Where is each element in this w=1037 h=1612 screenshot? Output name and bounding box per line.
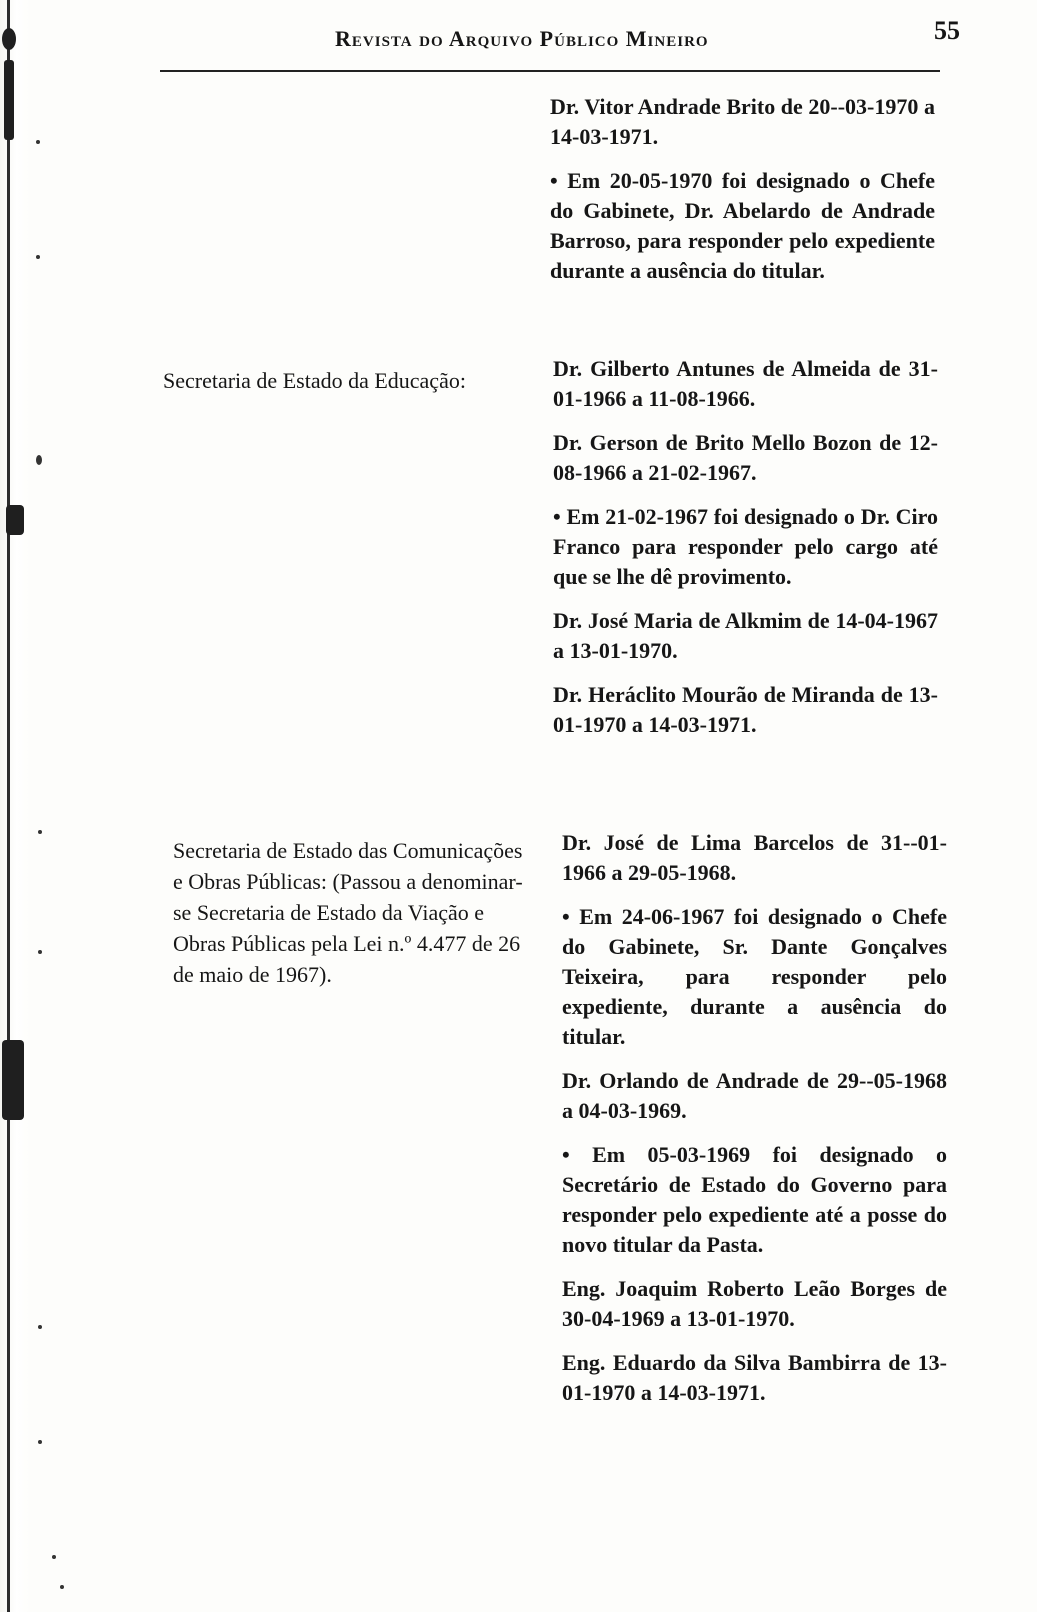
appointment-entry: Dr. Gerson de Brito Mello Bozon de 12-08-1966 a 21-02-1967. [553,430,938,485]
section-2-entries [553,354,938,754]
appointment-entry: Dr. Heráclito Mourão de Miranda de 13-01-1970 a 14-03-1971. [553,682,938,737]
binding-shadow-line [7,0,10,1612]
margin-dot [38,830,42,834]
margin-dot [38,1325,42,1329]
header-rule [160,70,940,72]
margin-dot [36,455,42,465]
binding-mark [4,60,14,140]
section-1-entries [550,92,935,300]
binding-mark [6,505,24,535]
appointment-entry: Dr. Vitor Andrade Brito de 20--03-1970 a 14-03-1971. [550,94,935,149]
appointment-entry: Dr. José Maria de Alkmim de 14-04-1967 a 13-01-1970. [553,608,938,663]
appointment-entry: Dr. Orlando de Andrade de 29--05-1968 a 04-03-1969. [562,1068,947,1123]
margin-dot [52,1555,56,1559]
designation-note: • Em 05-03-1969 foi designado o Secretário de Estado do Governo para responder pelo expediente até a posse do novo titular da Pasta. [562,1142,947,1257]
appointment-entry: Eng. Joaquim Roberto Leão Borges de 30-04-1969 a 13-01-1970. [562,1276,947,1331]
appointment-entry: Dr. Gilberto Antunes de Almeida de 31-01-1966 a 11-08-1966. [553,356,938,411]
page-binding-edge [0,0,30,1612]
designation-note: • Em 21-02-1967 foi designado o Dr. Ciro Franco para responder pelo cargo até que se lhe dê provimento. [553,504,938,589]
binding-mark [2,1040,24,1120]
margin-dot [60,1585,64,1589]
margin-dot [36,255,40,259]
page-header [160,14,960,74]
margin-dot [38,1440,42,1444]
page-number: 55 [934,16,960,45]
margin-dot [38,950,42,954]
running-head: Revista do Arquivo Público Mineiro [335,26,709,51]
appointment-entry: Eng. Eduardo da Silva Bambirra de 13-01-1970 a 14-03-1971. [562,1350,947,1405]
designation-note: • Em 24-06-1967 foi designado o Chefe do Gabinete, Sr. Dante Gonçalves Teixeira, para responder pelo expediente, durante a ausência do titular. [562,904,947,1049]
binding-mark [2,28,16,50]
appointment-entry: Dr. José de Lima Barcelos de 31--01-1966 a 29-05-1968. [562,830,947,885]
section-title: Secretaria de Estado da Educação: [163,368,466,393]
designation-note: • Em 20-05-1970 foi designado o Chefe do Gabinete, Dr. Abelardo de Andrade Barroso, para responder pelo expediente durante a ausência do titular. [550,168,935,283]
section-title: Secretaria de Estado das Comunicações e Obras Públicas: (Passou a denominar-se Secretaria de Estado da Viação e Obras Públicas pela Lei n.º 4.477 de 26 de maio de 1967). [173,838,523,987]
margin-dot [36,140,40,144]
section-3-entries [562,828,947,1422]
